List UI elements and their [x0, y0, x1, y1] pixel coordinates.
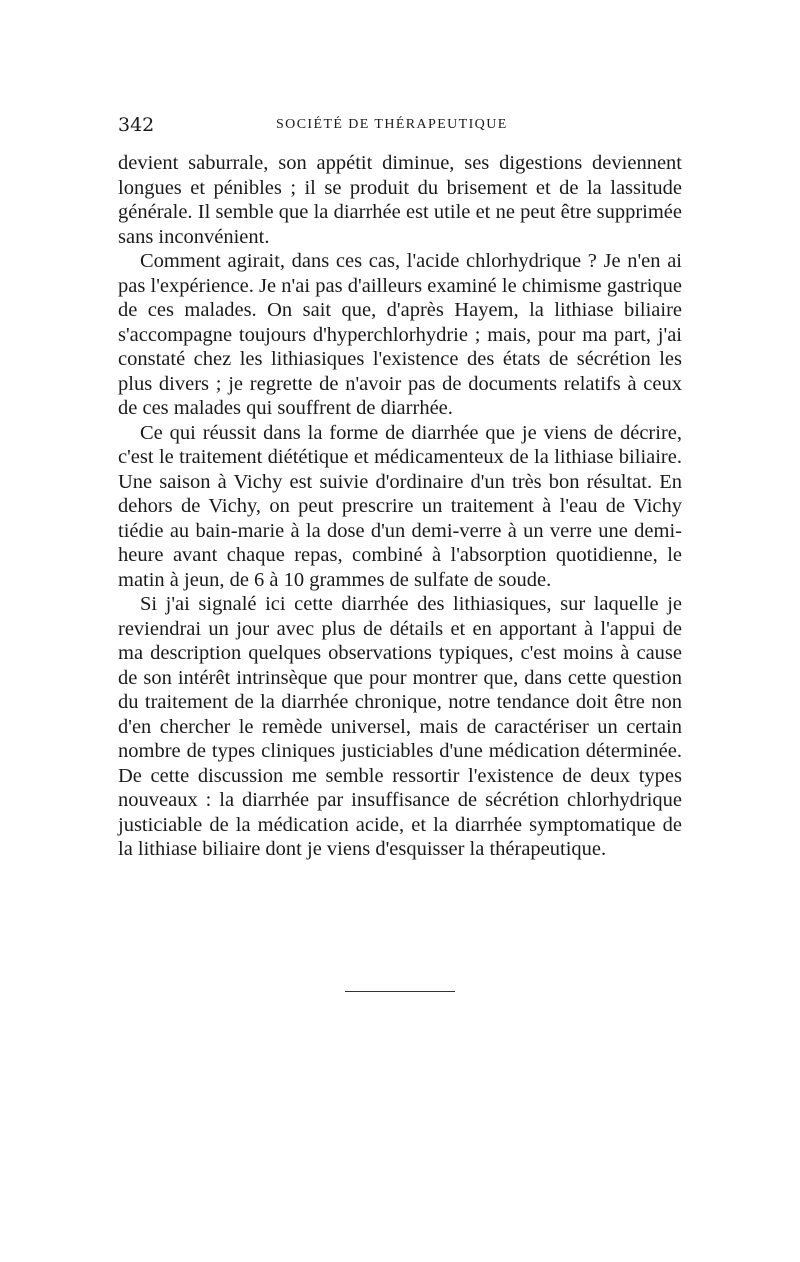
paragraph-continuation: devient saburrale, son appétit diminue, ses digestions deviennent longues et pénibles ; il se produit du brisement et de la lassitude générale. Il semble que la diarrhée est utile et ne peut être supprimée sans inconvénient. — [118, 152, 682, 248]
page-number: 342 — [118, 114, 155, 136]
paragraph-treatment: Ce qui réussit dans la forme de diarrhée que je viens de décrire, c'est le traitement diététique et médicamenteux de la lithiase biliaire. Une saison à Vichy est suivie d'ordinaire d'un très bon résultat. En dehors de Vichy, on peut prescrire un traitement à l'eau de Vichy tiédie au bain-marie à la dose d'un demi-verre à un verre une demi-heure avant chaque repas, combiné à l'absorption quotidienne, le matin à jeun, de 6 à 10 grammes de sulfate de soude. — [118, 421, 682, 591]
page-header — [118, 114, 678, 142]
paragraph-hydrochloric-acid: Comment agirait, dans ces cas, l'acide chlorhydrique ? Je n'en ai pas l'expérience. Je n'ai pas d'ailleurs examiné le chimisme gastrique de ces malades. On sait que, d'après Hayem, la lithiase biliaire s'accompagne toujours d'hyperchlorhydrie ; mais, pour ma part, j'ai constaté chez les lithiasiques l'existence des états de sécrétion les plus divers ; je regrette de n'avoir pas de documents relatifs à ceux de ces malades qui souffrent de diarrhée. — [118, 250, 682, 419]
paragraph-conclusion: Si j'ai signalé ici cette diarrhée des lithiasiques, sur laquelle je reviendrai un jour avec plus de détails et en apportant à l'appui de ma description quelques observations typiques, c'est moins à cause de son intérêt intrinsèque que pour montrer que, dans cette question du traitement de la diarrhée chronique, notre tendance doit être non d'en chercher le remède universel, mais de caractériser un certain nombre de types cliniques justiciables d'une médication déterminée. De cette discussion me semble ressortir l'existence de deux types nouveaux : la diarrhée par insuffisance de sécrétion chlorhydrique justiciable de la médication acide, et la diarrhée symptomatique de la lithiase biliaire dont je viens d'esquisser la thérapeutique. — [118, 593, 682, 860]
running-title: SOCIÉTÉ DE THÉRAPEUTIQUE — [276, 117, 508, 132]
section-end-rule — [345, 991, 455, 992]
body-text — [118, 151, 682, 862]
